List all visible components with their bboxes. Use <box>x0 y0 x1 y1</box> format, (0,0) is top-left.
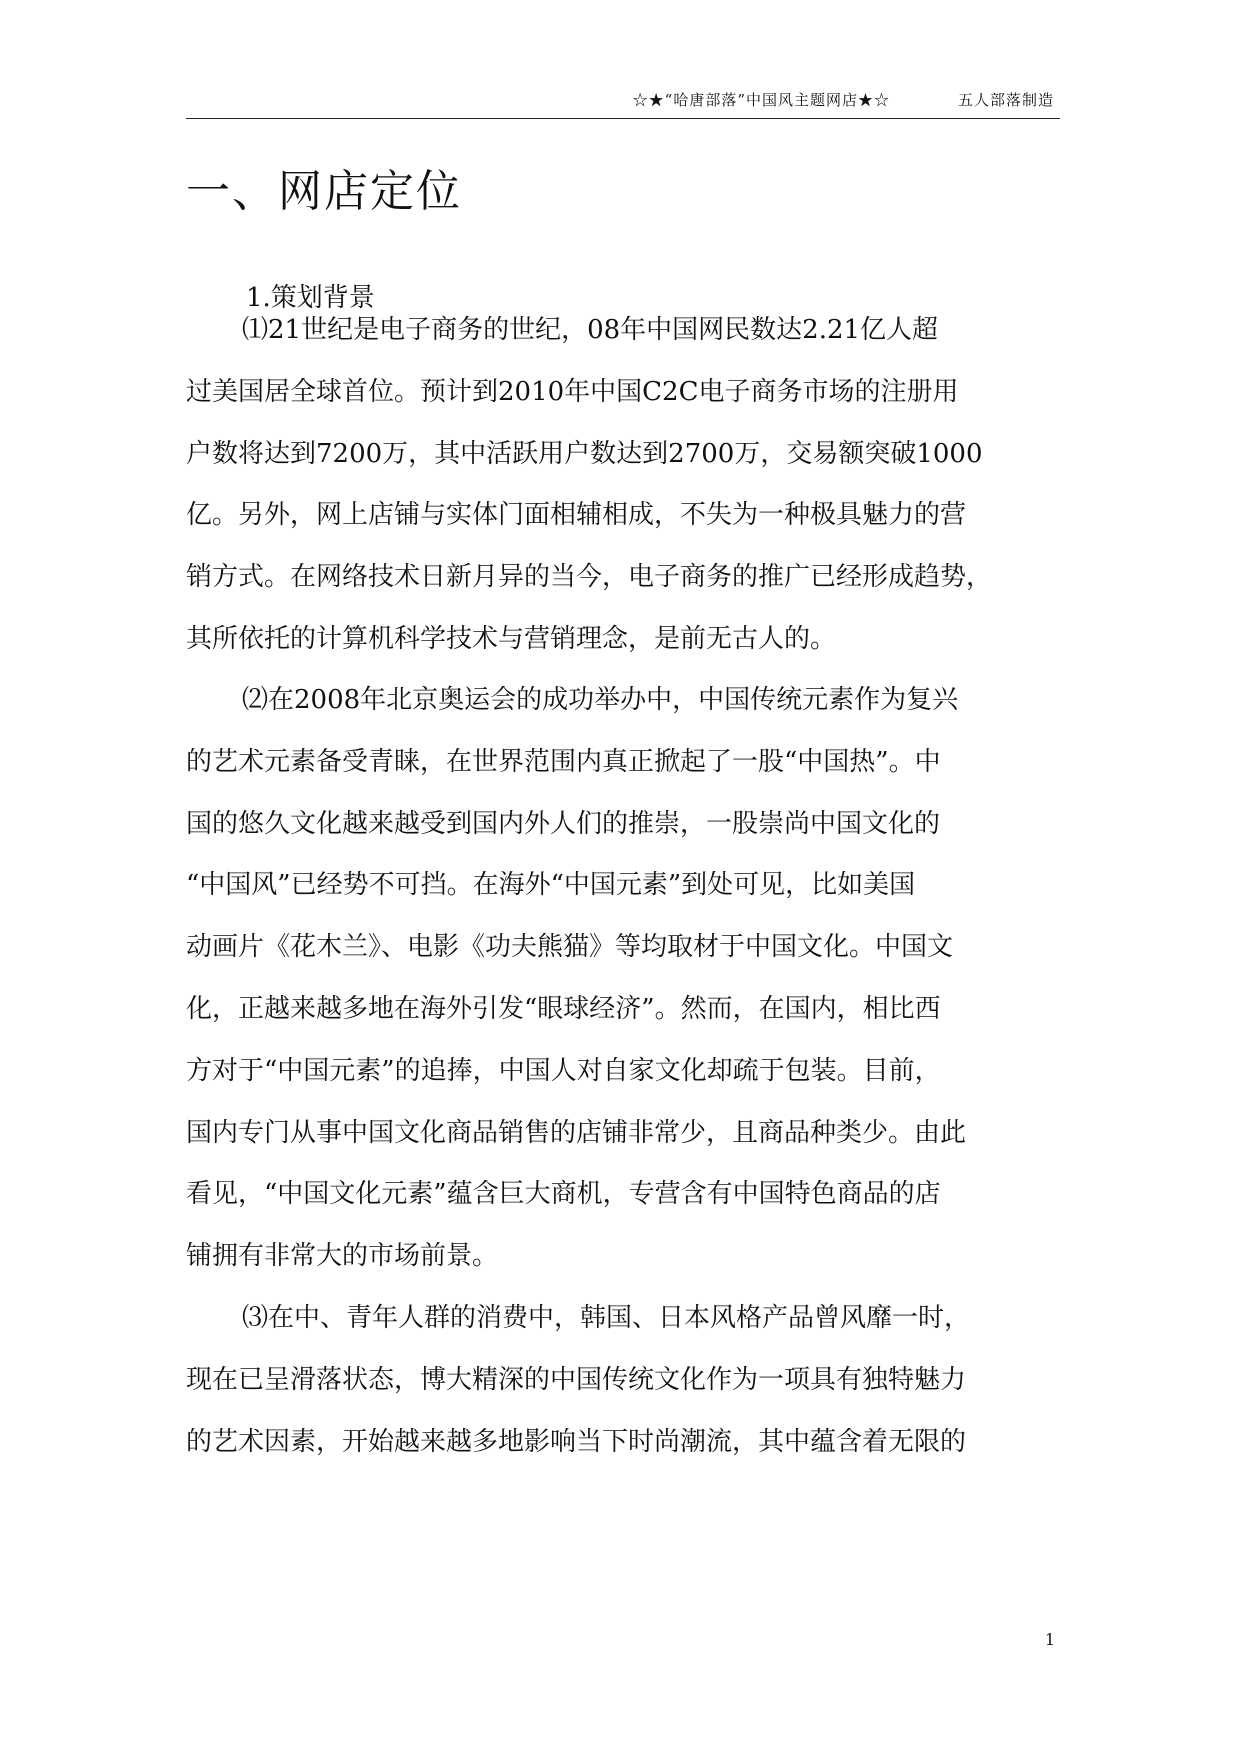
page-number: 1 <box>1044 1630 1056 1649</box>
paragraph-line: ⑴21世纪是电子商务的世纪，08年中国网民数达2.21亿人超 <box>242 315 939 345</box>
paragraph-line: “中国风”已经势不可挡。在海外“中国元素”到处可见，比如美国 <box>186 870 916 901</box>
paragraph-1 <box>186 310 1060 681</box>
paragraph-2 <box>186 680 1060 1298</box>
paragraph-line: 看见，“中国文化元素”蕴含巨大商机，专营含有中国特色商品的店 <box>186 1179 941 1210</box>
paragraph-line: 动画片《花木兰》、电影《功夫熊猫》等均取材于中国文化。中国文 <box>186 932 954 963</box>
paragraph-line: 化，正越来越多地在海外引发“眼球经济”。然而，在国内，相比西 <box>186 993 941 1024</box>
paragraph-line: ⑶在中、青年人群的消费中，韩国、日本风格产品曾风靡一时， <box>242 1303 971 1333</box>
paragraph-line: 国内专门从事中国文化商品销售的店铺非常少，且商品种类少。由此 <box>186 1117 967 1148</box>
paragraph-line: 的艺术因素，开始越来越多地影响当下时尚潮流，其中蕴含着无限的 <box>186 1426 967 1457</box>
paragraph-line: ⑵在2008年北京奥运会的成功举办中，中国传统元素作为复兴 <box>242 685 959 715</box>
paragraph-line: 户数将达到7200万，其中活跃用户数达到2700万，交易额突破1000 <box>186 438 983 469</box>
paragraph-3 <box>186 1298 1060 1483</box>
header-title: ☆★“哈唐部落”中国风主题网店★☆ <box>632 91 890 109</box>
paragraph-line: 铺拥有非常大的市场前景。 <box>186 1241 499 1272</box>
page-header <box>186 88 1060 112</box>
paragraph-line: 过美国居全球首位。预计到2010年中国C2C电子商务市场的注册用 <box>186 376 959 407</box>
paragraph-line: 的艺术元素备受青睐，在世界范围内真正掀起了一股“中国热”。中 <box>186 746 941 777</box>
section-heading: 1.策划背景 <box>246 283 375 313</box>
chapter-title: 一、网店定位 <box>186 166 462 217</box>
header-divider <box>186 118 1060 119</box>
header-maker: 五人部落制造 <box>957 91 1054 109</box>
paragraph-line: 方对于“中国元素”的追捧，中国人对自家文化却疏于包装。目前， <box>186 1055 941 1086</box>
paragraph-line: 销方式。在网络技术日新月异的当今，电子商务的推广已经形成趋势， <box>186 562 993 593</box>
paragraph-line: 其所依托的计算机科学技术与营销理念，是前无古人的。 <box>186 623 837 654</box>
paragraph-line: 亿。另外，网上店铺与实体门面相辅相成，不失为一种极具魅力的营 <box>186 500 967 531</box>
paragraph-line: 国的悠久文化越来越受到国内外人们的推崇，一股崇尚中国文化的 <box>186 808 941 839</box>
paragraph-line: 现在已呈滑落状态，博大精深的中国传统文化作为一项具有独特魅力 <box>186 1364 967 1395</box>
